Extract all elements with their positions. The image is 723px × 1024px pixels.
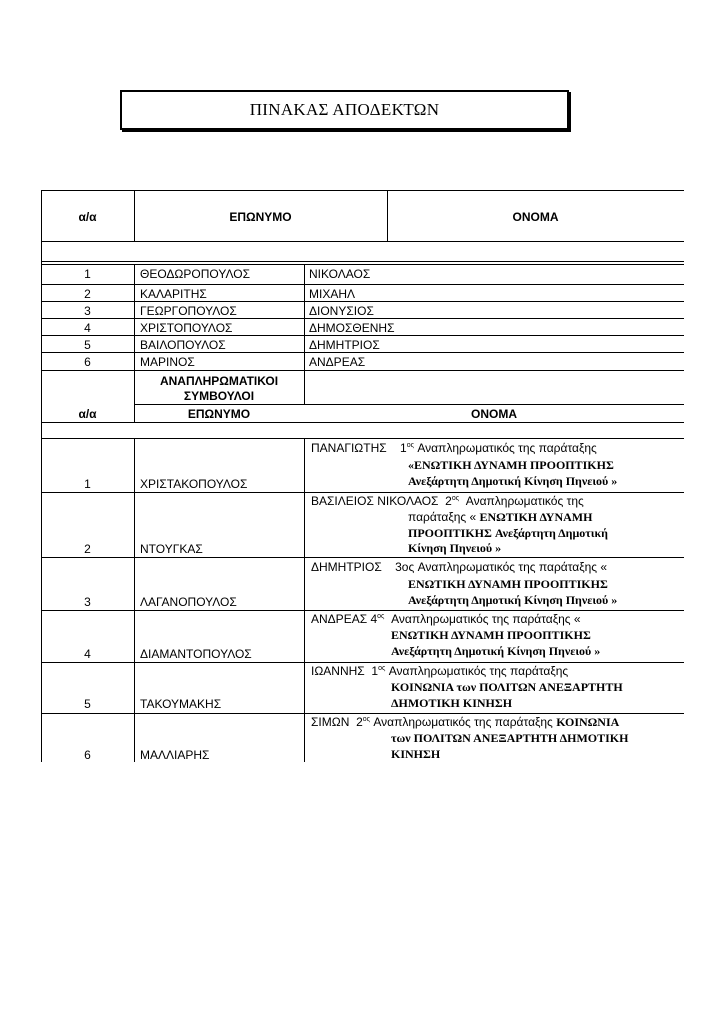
row-number: 2 (84, 287, 91, 301)
table-border (41, 492, 684, 493)
faction-line: Ανεξάρτητη Δημοτική Κίνηση Πηνειού » (408, 474, 618, 488)
name-cell (311, 560, 607, 575)
name-cell (311, 715, 619, 730)
table-border (41, 301, 684, 302)
row-number: 6 (84, 748, 91, 762)
table-border (134, 404, 684, 405)
table-border (41, 610, 684, 611)
row-number: 6 (84, 355, 91, 369)
table-border (41, 261, 684, 262)
table-border (134, 438, 135, 762)
header-surname: ΕΠΩΝΥΜΟ (229, 210, 292, 224)
table-border (41, 318, 684, 319)
faction-line: ΔΗΜΟΤΙΚΗ ΚΙΝΗΣΗ (391, 696, 513, 710)
row-number: 3 (84, 304, 91, 318)
role-text: παράταξης « (408, 510, 477, 524)
surname-cell: ΜΑΡΙΝΟΣ (140, 355, 195, 369)
surname-cell: ΒΑΙΛΟΠΟΥΛΟΣ (140, 338, 226, 352)
table-border (304, 370, 305, 404)
table-border (134, 264, 135, 370)
surname-cell: ΘΕΟΔΩΡΟΠΟΥΛΟΣ (140, 267, 250, 281)
surname-cell: ΜΑΛΛΙΑΡΗΣ (140, 748, 210, 762)
faction-line: ΚΙΝΗΣΗ (391, 747, 441, 761)
name-cell: ΔΙΟΝΥΣΙΟΣ (309, 304, 374, 318)
header-name: ΟΝΟΜΑ (512, 210, 559, 224)
table-border (41, 264, 684, 265)
ordinal: 3ος (395, 560, 415, 574)
ordinal: 1 (371, 664, 379, 678)
ordinal: 4 (370, 612, 378, 626)
surname-cell: ΝΤΟΥΓΚΑΣ (140, 542, 203, 556)
name-cell: ΑΝΔΡΕΑΣ (309, 355, 366, 369)
first-name: ΙΩΑΝΝΗΣ (311, 664, 365, 678)
header-surname: ΕΠΩΝΥΜΟ (187, 407, 251, 421)
table-border (304, 264, 305, 370)
faction-part: ΠΡΟΟΠΤΙΚΗΣ (408, 526, 492, 540)
table-border (304, 438, 305, 762)
table-border (41, 190, 684, 191)
first-name: ΠΑΝΑΓΙΩΤΗΣ (311, 441, 387, 455)
role-text: Αναπληρωματικός της παράταξης (388, 664, 569, 678)
ordinal-suffix: ος (362, 716, 371, 723)
table-border (41, 422, 684, 423)
name-cell: ΔΗΜΟΣΘΕΝΗΣ (309, 321, 395, 335)
surname-cell: ΚΑΛΑΡΙΤΗΣ (140, 287, 207, 301)
first-name: ΣΙΜΩΝ (311, 715, 350, 729)
table-border (41, 557, 684, 558)
table-border (41, 713, 684, 714)
faction-line: Ανεξάρτητη Δημοτική Κίνηση Πηνειού » (391, 644, 601, 658)
role-text: Αναπληρωματικός της παράταξης (417, 441, 597, 455)
recipients-table (41, 0, 684, 1024)
name-cell: ΜΙΧΑΗΛ (309, 287, 356, 301)
role-text: Αναπληρωματικός της παράταξης (373, 715, 553, 729)
faction-line: ΚΟΙΝΩΝΙΑ των ΠΟΛΙΤΩΝ ΑΝΕΞΑΡΤΗΤΗ (391, 680, 623, 694)
name-cell: ΝΙΚΟΛΑΟΣ (309, 267, 371, 281)
faction-line: ΕΝΩΤΙΚΗ ΔΥΝΑΜΗ (479, 510, 593, 524)
table-border (41, 438, 684, 439)
table-border (41, 662, 684, 663)
faction-line: «ΕΝΩΤΙΚΗ ΔΥΝΑΜΗ ΠΡΟΟΠΤΙΚΗΣ (408, 458, 614, 472)
name-cell-line (408, 510, 592, 525)
surname-cell: ΛΑΓΑΝΟΠΟΥΛΟΣ (140, 595, 237, 609)
faction-line: Κίνηση Πηνειού » (408, 541, 502, 555)
row-number: 5 (84, 338, 91, 352)
role-text: Αναπληρωματικός της (465, 494, 584, 508)
faction-line: των ΠΟΛΙΤΩΝ ΑΝΕΞΑΡΤΗΤΗ ΔΗΜΟΤΙΚΗ (391, 731, 629, 745)
faction-line: ΚΟΙΝΩΝΙΑ (556, 715, 620, 729)
surname-cell: ΤΑΚΟΥΜΑΚΗΣ (140, 697, 222, 711)
row-number: 2 (84, 542, 91, 556)
surname-cell: ΔΙΑΜΑΝΤΟΠΟΥΛΟΣ (140, 647, 252, 661)
surname-cell: ΧΡΙΣΤΑΚΟΠΟΥΛΟΣ (140, 477, 248, 491)
name-cell (311, 664, 568, 679)
ordinal: 1 (400, 441, 407, 455)
ordinal-suffix: ος (451, 495, 460, 502)
ordinal: 2 (356, 715, 363, 729)
ordinal-suffix: ος (378, 665, 386, 672)
header-aa: α/α (78, 407, 97, 421)
name-cell: ΔΗΜΗΤΡΙΟΣ (309, 338, 380, 352)
table-border (41, 352, 684, 353)
row-number: 1 (84, 477, 91, 491)
table-border (41, 284, 684, 285)
row-number: 1 (84, 267, 91, 281)
surname-cell: ΧΡΙΣΤΟΠΟΥΛΟΣ (140, 321, 233, 335)
faction-line: ΕΝΩΤΙΚΗ ΔΥΝΑΜΗ ΠΡΟΟΠΤΙΚΗΣ (391, 628, 591, 642)
document-title-text: ΠΙΝΑΚΑΣ ΑΠΟΔΕΚΤΩΝ (249, 100, 440, 119)
section-title-line2: ΣΥΜΒΟΥΛΟΙ (183, 389, 255, 403)
header-name: ΟΝΟΜΑ (471, 407, 517, 421)
section-title-line1: ΑΝΑΠΛΗΡΩΜΑΤΙΚΟΙ (159, 374, 279, 388)
faction-line: Ανεξάρτητη Δημοτική Κίνηση Πηνειού » (408, 593, 618, 607)
name-cell (311, 612, 581, 627)
ordinal: 2 (445, 494, 452, 508)
row-number: 4 (84, 647, 91, 661)
table-border (41, 241, 684, 242)
role-text: Αναπληρωματικός της παράταξης « (391, 612, 581, 626)
first-name: ΔΗΜΗΤΡΙΟΣ (311, 560, 382, 574)
name-cell (311, 494, 584, 509)
name-cell (311, 441, 597, 456)
first-name: ΑΝΔΡΕΑΣ (311, 612, 368, 626)
header-aa: α/α (78, 210, 97, 224)
ordinal-suffix: ος (377, 613, 385, 620)
role-text: Αναπληρωματικός της παράταξης « (417, 560, 608, 574)
surname-cell: ΓΕΩΡΓΟΠΟΥΛΟΣ (140, 304, 237, 318)
row-number: 5 (84, 697, 91, 711)
faction-part: Ανεξάρτητη Δημοτική (494, 526, 608, 540)
faction-line (408, 526, 608, 540)
row-number: 3 (84, 595, 91, 609)
table-border (41, 370, 684, 371)
table-border (41, 335, 684, 336)
faction-line: ΕΝΩΤΙΚΗ ΔΥΝΑΜΗ ΠΡΟΟΠΤΙΚΗΣ (408, 577, 608, 591)
ordinal-suffix: ος (406, 442, 414, 449)
row-number: 4 (84, 321, 91, 335)
first-name: ΒΑΣΙΛΕΙΟΣ ΝΙΚΟΛΑΟΣ (311, 494, 439, 508)
